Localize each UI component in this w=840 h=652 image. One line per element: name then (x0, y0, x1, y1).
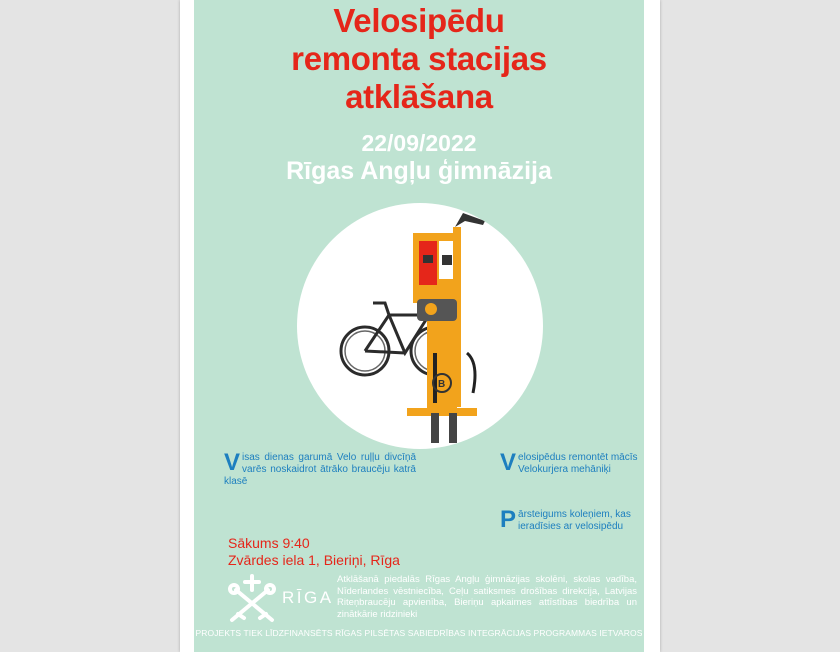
funding-footer (194, 628, 644, 638)
partners-text: Atklāšanā piedalās Rīgas Angļu ģimnāzijas skolēni, skolas vadība, Nīderlandes vēstniecība, Ceļu satiksmes drošības direkcija, Latvijas Riteņbraucēju apvienība, Bieriņu apkaimes attīstības biedrība un zinātkārie ridzinieki (337, 574, 637, 620)
riga-coat-of-arms-icon (224, 574, 280, 624)
callout-surprise (500, 506, 640, 533)
repair-station-photo (297, 203, 543, 449)
riga-logo (224, 574, 334, 624)
riga-logo-text: RĪGA (282, 588, 334, 607)
title-line: atklāšana (345, 78, 493, 115)
funding-text: PROJEKTS TIEK LĪDZFINANSĒTS RĪGAS PILSĒTAS SABIEDRĪBAS INTEGRĀCIJAS PROGRAMMAS IETVAROS (195, 628, 643, 638)
poster (194, 0, 644, 652)
callout-initial: P (500, 506, 517, 533)
title-line: remonta stacijas (291, 40, 547, 77)
callout-text: elosipēdus remontēt mācīs Velokurjera mehāniķi (518, 452, 638, 475)
bike-and-station-illustration (297, 203, 543, 449)
callout-initial: V (224, 449, 241, 476)
event-date: 22/09/2022 (361, 130, 477, 156)
callout-text: isas dienas garumā Velo ruļļu divcīņā varēs noskaidrot ātrāko braucēju katrā klasē (224, 452, 416, 487)
title-line: Velosipēdu (333, 2, 505, 39)
callout-initial: V (500, 449, 517, 476)
callout-mechanics (500, 449, 640, 476)
school-name: Rīgas Angļu ģimnāzija (286, 157, 552, 185)
callout-text: ārsteigums koleņiem, kas ieradīsies ar velosipēdu (518, 509, 631, 532)
event-address: Zvārdes iela 1, Bieriņi, Rīga (228, 552, 400, 568)
poster-title (194, 2, 644, 116)
document-page (180, 0, 660, 652)
repair-station (407, 213, 485, 443)
start-time: Sākums 9:40 (228, 535, 310, 551)
svg-text:B: B (438, 379, 446, 390)
callout-velo-race (224, 449, 416, 488)
